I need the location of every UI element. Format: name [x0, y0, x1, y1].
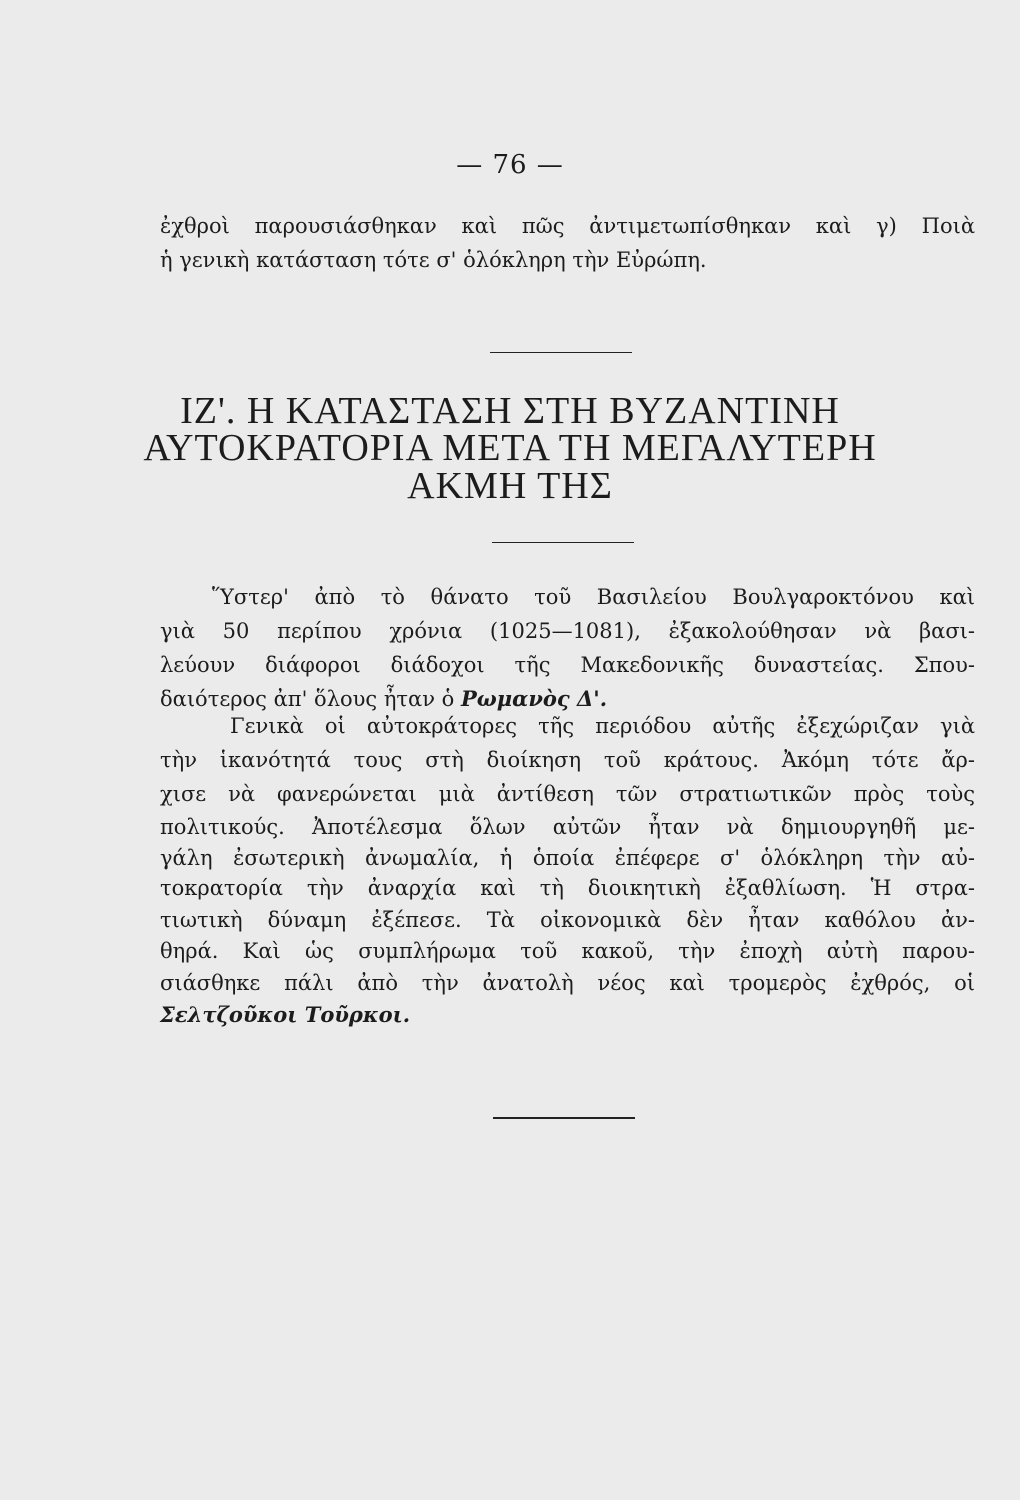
paragraph2-line-7: τιωτικὴ δύναμη ἐξέπεσε. Τὰ οἰκονομικὰ δὲν ἦταν καθόλου ἀν-: [160, 908, 975, 932]
paragraph1-line-3: λεύουν διάφοροι διάδοχοι τῆς Μακεδονικῆς δυναστείας. Σπου-: [160, 653, 975, 677]
chapter-heading-line-3: ΑΚΜΗ ΤΗΣ: [407, 465, 613, 507]
paragraph1-line-2: γιὰ 50 περίπου χρόνια (1025—1081), ἐξακολούθησαν νὰ βασι-: [160, 619, 975, 643]
paragraph2-line-10: [160, 1000, 975, 1030]
paragraph2-line-4: πολιτικούς. Ἀποτέλεσμα ὅλων αὐτῶν ἦταν νὰ δημιουργηθῆ με-: [160, 815, 975, 839]
paragraph2-line-1: Γενικὰ οἱ αὐτοκράτορες τῆς περιόδου αὐτῆς ἐξεχώριζαν γιὰ: [230, 714, 975, 738]
chapter-heading-line-2: ΑΥΤΟΚΡΑΤΟΡΙΑ ΜΕΤΑ ΤΗ ΜΕΓΑΛΥΤΕΡΗ: [143, 427, 877, 469]
emperor-name-romanos: Ρωμανὸς Δ'.: [461, 686, 608, 711]
paragraph2-line-9: σιάσθηκε πάλι ἀπὸ τὴν ἀνατολὴ νέος καὶ τρομερὸς ἐχθρός, οἱ: [160, 971, 975, 995]
chapter-heading-line-1: ΙΖ'. Η ΚΑΤΑΣΤΑΣΗ ΣΤΗ ΒΥΖΑΝΤΙΝΗ: [180, 390, 840, 432]
paragraph2-line-5: γάλη ἐσωτερικὴ ἀνωμαλία, ἡ ὁποία ἐπέφερε σ' ὁλόκληρη τὴν αὐ-: [160, 846, 975, 870]
paragraph2-line-2: τὴν ἱκανότητά τους στὴ διοίκηση τοῦ κράτους. Ἀκόμη τότε ἄρ-: [160, 748, 975, 772]
paragraph2-line-8: θηρά. Καὶ ὡς συμπλήρωμα τοῦ κακοῦ, τὴν ἐποχὴ αὐτὴ παρου-: [160, 939, 975, 963]
heading-divider: [492, 542, 634, 543]
paragraph1-line-1: Ὕστερ' ἀπὸ τὸ θάνατο τοῦ Βασιλείου Βουλγαροκτόνου καὶ: [212, 585, 975, 609]
top-divider: [490, 352, 632, 353]
paragraph2-line-6: τοκρατορία τὴν ἀναρχία καὶ τὴ διοικητικὴ ἐξαθλίωση. Ἡ στρα-: [160, 876, 975, 900]
paragraph2-line-3: χισε νὰ φανερώνεται μιὰ ἀντίθεση τῶν στρατιωτικῶν πρὸς τοὺς: [160, 782, 975, 806]
end-divider: [493, 1117, 635, 1119]
page-number: — 76 —: [456, 150, 564, 180]
intro-line-1: ἐχθροὶ παρουσιάσθηκαν καὶ πῶς ἀντιμετωπίσθηκαν καὶ γ) Ποιὰ: [160, 214, 975, 238]
paragraph1-line-4: [160, 684, 975, 714]
seljuk-turks: Σελτζοῦκοι Τοῦρκοι.: [160, 1002, 411, 1027]
paragraph1-line-4-text: δαιότερος ἀπ' ὅλους ἦταν ὁ: [160, 687, 461, 711]
intro-line-2: ἡ γενικὴ κατάσταση τότε σ' ὁλόκληρη τὴν Εὐρώπη.: [160, 248, 707, 272]
